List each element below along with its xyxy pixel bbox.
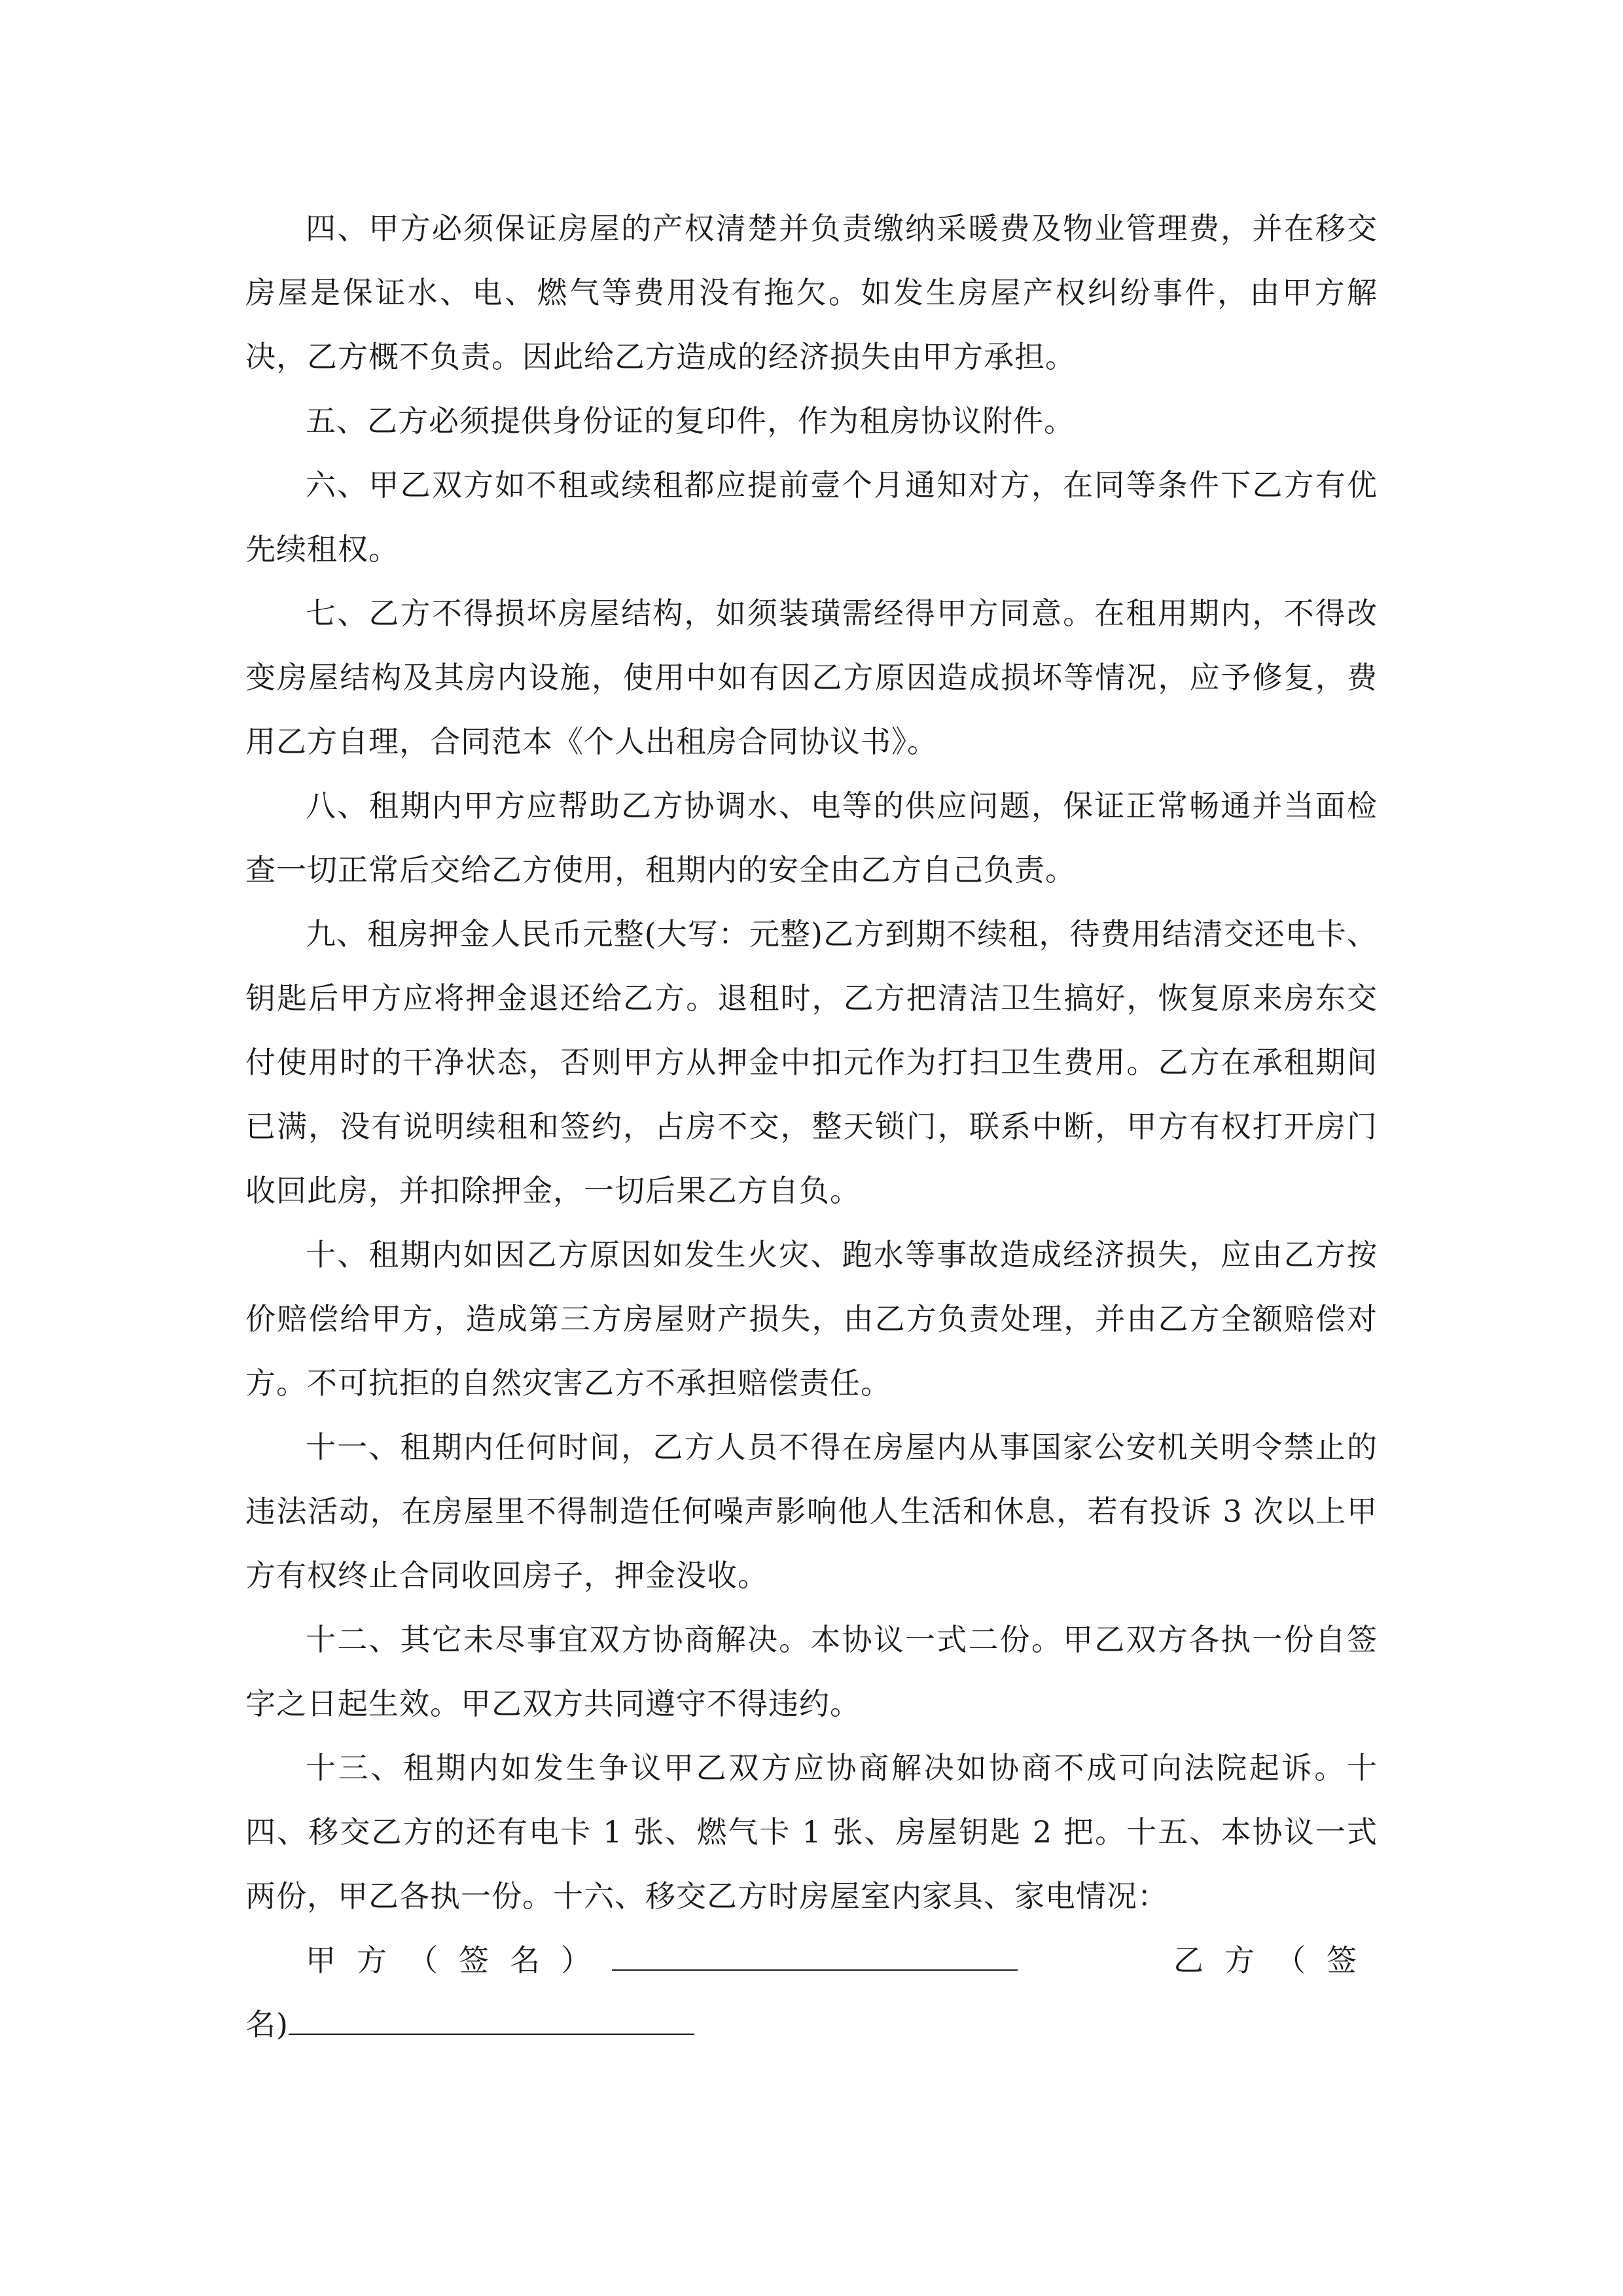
clause-7: 七、乙方不得损坏房屋结构，如须装璜需经得甲方同意。在租用期内，不得改变房屋结构及其房内设施，使用中如有因乙方原因造成损坏等情况，应予修复，费用乙方自理，合同范本《个人出租房合同协议书》。 bbox=[245, 596, 1378, 759]
clause-8: 八、租期内甲方应帮助乙方协调水、电等的供应问题，保证正常畅通并当面检查一切正常后交给乙方使用，租期内的安全由乙方自己负责。 bbox=[245, 788, 1378, 888]
clause-4: 四、甲方必须保证房屋的产权清楚并负责缴纳采暖费及物业管理费，并在移交房屋是保证水、电、燃气等费用没有拖欠。如发生房屋产权纠纷事件，由甲方解决，乙方概不负责。因此给乙方造成的经济损失由甲方承担。 bbox=[245, 211, 1378, 374]
clause-9: 九、租房押金人民币元整(大写：元整)乙方到期不续租，待费用结清交还电卡、钥匙后甲方应将押金退还给乙方。退租时，乙方把清洁卫生搞好，恢复原来房东交付使用时的干净状态，否则甲方从押金中扣元作为打扫卫生费用。乙方在承租期间已满，没有说明续租和签约，占房不交，整天锁门，联系中断，甲方有权打开房门收回此房，并扣除押金，一切后果乙方自负。 bbox=[245, 916, 1378, 1208]
contract-body bbox=[245, 196, 1378, 2056]
party-b-signature-line[interactable] bbox=[289, 2006, 694, 2035]
signature-row-1 bbox=[245, 1928, 1378, 1992]
clause-5: 五、乙方必须提供身份证的复印件，作为租房协议附件。 bbox=[306, 403, 1075, 439]
clause-6: 六、甲乙双方如不租或续租都应提前壹个月通知对方，在同等条件下乙方有优先续租权。 bbox=[245, 467, 1378, 567]
clause-10: 十、租期内如因乙方原因如发生火灾、跑水等事故造成经济损失，应由乙方按价赔偿给甲方，造成第三方房屋财产损失，由乙方负责处理，并由乙方全额赔偿对方。不可抗拒的自然灾害乙方不承担赔偿责任。 bbox=[245, 1237, 1378, 1401]
party-a-signature-line[interactable] bbox=[612, 1942, 1018, 1971]
party-a-signature-label: 甲方（签名） bbox=[306, 1943, 612, 1978]
clause-11: 十一、租期内任何时间，乙方人员不得在房屋内从事国家公安机关明令禁止的违法活动，在房屋里不得制造任何噪声影响他人生活和休息，若有投诉 3 次以上甲方有权终止合同收回房子，押金没收。 bbox=[245, 1429, 1378, 1593]
party-b-signature-label-cont: 名) bbox=[245, 2007, 289, 2042]
clause-13: 十三、租期内如发生争议甲乙双方应协商解决如协商不成可向法院起诉。十四、移交乙方的还有电卡 1 张、燃气卡 1 张、房屋钥匙 2 把。十五、本协议一式两份，甲乙各执一份。十六、移交乙方时房屋室内家具、家电情况： bbox=[245, 1750, 1378, 1914]
party-b-signature-label: 乙方（签 bbox=[1173, 1943, 1378, 1978]
signature-row-2 bbox=[245, 1992, 1378, 2056]
clause-12: 十二、其它未尽事宜双方协商解决。本协议一式二份。甲乙双方各执一份自签字之日起生效。甲乙双方共同遵守不得违约。 bbox=[245, 1622, 1378, 1721]
signature-block bbox=[245, 1928, 1378, 1992]
